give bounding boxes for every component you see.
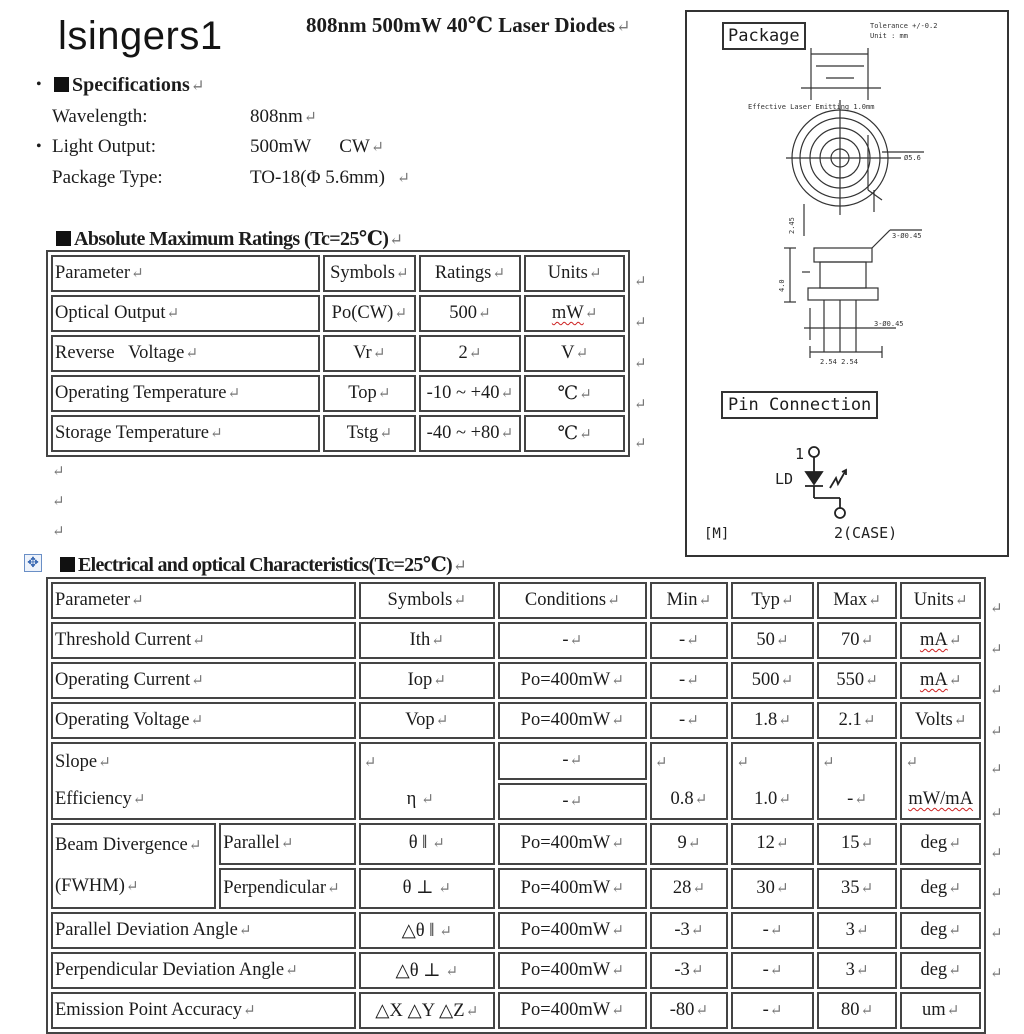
table-cell: 15↵ bbox=[817, 823, 898, 865]
table-cell: Po=400mW↵ bbox=[498, 823, 647, 865]
table-cell: -↵ bbox=[650, 702, 729, 739]
pin-one-label: 1 bbox=[795, 445, 805, 463]
table-cell: 9↵ bbox=[650, 823, 729, 865]
svg-text:3-Ø0.45: 3-Ø0.45 bbox=[874, 320, 904, 328]
svg-text:4.0: 4.0 bbox=[778, 279, 786, 292]
row-end-mark: ↵ bbox=[990, 886, 1003, 902]
table-cell: 500↵ bbox=[419, 295, 522, 332]
table-cell: Po=400mW↵ bbox=[498, 662, 647, 699]
table-cell: 2.1↵ bbox=[817, 702, 898, 739]
row-end-mark: ↵ bbox=[990, 601, 1003, 617]
tolerance-note: Tolerance +/-0.2 bbox=[870, 22, 938, 30]
header-cell: Max↵ bbox=[817, 582, 898, 619]
table-cell: 3↵ bbox=[817, 952, 898, 989]
header-cell: Min↵ bbox=[650, 582, 729, 619]
table-cell: Po(CW)↵ bbox=[323, 295, 415, 332]
emitting-note: Effective Laser Emitting 1.0mm bbox=[748, 103, 875, 111]
row-end-mark: ↵ bbox=[990, 724, 1003, 740]
row-end-mark: ↵ bbox=[634, 315, 647, 331]
row-end-mark: ↵ bbox=[990, 926, 1003, 942]
table-cell: Perpendicular↵ bbox=[219, 868, 355, 910]
row-end-mark: ↵ bbox=[634, 274, 647, 290]
table-row bbox=[51, 335, 625, 372]
table-cell: Po=400mW↵ bbox=[498, 912, 647, 949]
table-row bbox=[51, 952, 981, 989]
header-cell: Conditions↵ bbox=[498, 582, 647, 619]
table-cell: -↵ bbox=[498, 622, 647, 659]
list-bullet: • bbox=[36, 76, 42, 93]
table-cell: Volts↵ bbox=[900, 702, 981, 739]
row-end-mark: ↵ bbox=[990, 762, 1003, 778]
table-row bbox=[51, 662, 981, 699]
header-cell: Typ↵ bbox=[731, 582, 814, 619]
unit-note: Unit : mm bbox=[870, 32, 908, 40]
header-cell: Units↵ bbox=[524, 255, 625, 292]
table-row bbox=[51, 295, 625, 332]
table-cell: Optical Output↵ bbox=[51, 295, 320, 332]
spec-value: TO-18(Φ 5.6mm) ↵ bbox=[250, 167, 410, 188]
package-label: Package bbox=[722, 22, 806, 50]
table-cell: 12↵ bbox=[731, 823, 814, 865]
spec-value: 500mW CW↵ bbox=[250, 136, 384, 157]
table-cell: Parallel↵ bbox=[219, 823, 355, 865]
table-cell: -↵ bbox=[731, 952, 814, 989]
electrical-heading: Electrical and optical Characteristics(Tc=25℃)↵ bbox=[60, 552, 466, 577]
row-end-mark: ↵ bbox=[634, 356, 647, 372]
table-cell: Emission Point Accuracy↵ bbox=[51, 992, 356, 1029]
svg-text:2.54 2.54: 2.54 2.54 bbox=[820, 358, 858, 366]
table-header-row bbox=[51, 255, 625, 292]
spec-value: 808nm↵ bbox=[250, 106, 317, 127]
paragraph-mark: ↵ bbox=[52, 494, 65, 510]
table-cell: 50↵ bbox=[731, 622, 814, 659]
specifications-heading: Specifications↵ bbox=[54, 74, 205, 97]
pin-connection-label: Pin Connection bbox=[721, 391, 878, 419]
table-cell: Po=400mW↵ bbox=[498, 992, 647, 1029]
table-cell: deg↵ bbox=[900, 952, 981, 989]
watermark: lsingers1 bbox=[58, 14, 223, 58]
document-title: 808nm 500mW 40℃ Laser Diodes↵ bbox=[306, 13, 631, 37]
table-cell: Parallel Deviation Angle↵ bbox=[51, 912, 356, 949]
table-cell: -80↵ bbox=[650, 992, 729, 1029]
ld-label: LD bbox=[775, 470, 794, 488]
table-cell: Beam Divergence↵ (FWHM)↵ bbox=[51, 823, 216, 909]
header-cell: Symbols↵ bbox=[323, 255, 415, 292]
table-cell: mA↵ bbox=[900, 662, 981, 699]
paragraph-mark: ↵ bbox=[52, 464, 65, 480]
package-outline-drawing bbox=[686, 40, 1004, 390]
header-cell: Ratings↵ bbox=[419, 255, 522, 292]
table-cell: Po=400mW↵ bbox=[498, 702, 647, 739]
spec-label: Light Output: bbox=[52, 136, 156, 157]
table-cell: -↵ bbox=[731, 992, 814, 1029]
table-cell: Storage Temperature↵ bbox=[51, 415, 320, 452]
table-cell: Vop↵ bbox=[359, 702, 495, 739]
table-cell: -↵ bbox=[650, 622, 729, 659]
electrical-table bbox=[46, 577, 986, 1034]
table-cell: -10 ~ +40↵ bbox=[419, 375, 522, 412]
table-row bbox=[51, 742, 981, 780]
table-cell: 3↵ bbox=[817, 912, 898, 949]
table-row bbox=[51, 992, 981, 1029]
table-cell: mA↵ bbox=[900, 622, 981, 659]
table-cell: 30↵ bbox=[731, 868, 814, 910]
table-cell: ↵ mW/mA bbox=[900, 742, 981, 820]
row-end-mark: ↵ bbox=[990, 806, 1003, 822]
row-end-mark: ↵ bbox=[634, 436, 647, 452]
table-move-handle[interactable]: ✥ bbox=[24, 554, 42, 572]
paragraph-mark: ↵ bbox=[52, 524, 65, 540]
row-end-mark: ↵ bbox=[990, 683, 1003, 699]
table-cell: Top↵ bbox=[323, 375, 415, 412]
table-cell: θ ‖ ↵ bbox=[359, 823, 495, 865]
table-cell: -3↵ bbox=[650, 952, 729, 989]
pin-note: [M] bbox=[704, 526, 730, 542]
table-row bbox=[51, 912, 981, 949]
table-cell: -↵ bbox=[498, 742, 647, 780]
table-cell: Slope↵ Efficiency↵ bbox=[51, 742, 356, 820]
abs-max-table bbox=[46, 250, 630, 457]
table-cell: 550↵ bbox=[817, 662, 898, 699]
table-cell: Perpendicular Deviation Angle↵ bbox=[51, 952, 356, 989]
table-cell: △X △Y △Z↵ bbox=[359, 992, 495, 1029]
header-cell: Symbols↵ bbox=[359, 582, 495, 619]
list-bullet: • bbox=[36, 138, 42, 155]
table-cell: deg↵ bbox=[900, 823, 981, 865]
table-cell: 1.8↵ bbox=[731, 702, 814, 739]
table-cell: V↵ bbox=[524, 335, 625, 372]
table-row bbox=[51, 702, 981, 739]
table-cell: Reverse Voltage↵ bbox=[51, 335, 320, 372]
spec-label: Wavelength: bbox=[52, 106, 148, 127]
table-cell: △θ ‖ ↵ bbox=[359, 912, 495, 949]
table-cell: Operating Temperature↵ bbox=[51, 375, 320, 412]
table-cell: um↵ bbox=[900, 992, 981, 1029]
header-cell: Parameter↵ bbox=[51, 255, 320, 292]
table-cell: θ ⊥ ↵ bbox=[359, 868, 495, 910]
table-cell: Tstg↵ bbox=[323, 415, 415, 452]
table-cell: 28↵ bbox=[650, 868, 729, 910]
table-cell: -↵ bbox=[650, 662, 729, 699]
table-cell: -↵ bbox=[731, 912, 814, 949]
row-end-mark: ↵ bbox=[990, 642, 1003, 658]
svg-text:3-Ø0.45: 3-Ø0.45 bbox=[892, 232, 922, 240]
table-cell: 80↵ bbox=[817, 992, 898, 1029]
table-cell: Po=400mW↵ bbox=[498, 952, 647, 989]
table-cell: Threshold Current↵ bbox=[51, 622, 356, 659]
table-cell: ↵ 1.0↵ bbox=[731, 742, 814, 820]
table-cell: Iop↵ bbox=[359, 662, 495, 699]
table-row bbox=[51, 622, 981, 659]
table-cell: 500↵ bbox=[731, 662, 814, 699]
table-cell: mW↵ bbox=[524, 295, 625, 332]
table-cell: Vr↵ bbox=[323, 335, 415, 372]
table-cell: -↵ bbox=[498, 783, 647, 821]
header-cell: Parameter↵ bbox=[51, 582, 356, 619]
table-cell: ↵ -↵ bbox=[817, 742, 898, 820]
table-cell: 70↵ bbox=[817, 622, 898, 659]
table-cell: 35↵ bbox=[817, 868, 898, 910]
table-cell: 2↵ bbox=[419, 335, 522, 372]
table-cell: -3↵ bbox=[650, 912, 729, 949]
table-cell: -40 ~ +80↵ bbox=[419, 415, 522, 452]
table-cell: Ith↵ bbox=[359, 622, 495, 659]
header-cell: Units↵ bbox=[900, 582, 981, 619]
table-cell: deg↵ bbox=[900, 912, 981, 949]
table-row bbox=[51, 823, 981, 865]
abs-max-heading: Absolute Maximum Ratings (Tc=25℃)↵ bbox=[56, 226, 402, 251]
table-cell: ↵ η ↵ bbox=[359, 742, 495, 820]
table-cell: ℃↵ bbox=[524, 415, 625, 452]
row-end-mark: ↵ bbox=[634, 397, 647, 413]
spec-label: Package Type: bbox=[52, 167, 163, 188]
table-row bbox=[51, 375, 625, 412]
svg-text:Ø5.6: Ø5.6 bbox=[904, 154, 921, 162]
table-cell: ℃↵ bbox=[524, 375, 625, 412]
table-cell: deg↵ bbox=[900, 868, 981, 910]
table-cell: △θ ⊥ ↵ bbox=[359, 952, 495, 989]
table-header-row bbox=[51, 582, 981, 619]
table-cell: Operating Current↵ bbox=[51, 662, 356, 699]
table-row bbox=[51, 415, 625, 452]
table-cell: Po=400mW↵ bbox=[498, 868, 647, 910]
table-cell: Operating Voltage↵ bbox=[51, 702, 356, 739]
svg-text:2.45: 2.45 bbox=[788, 217, 796, 234]
pin-case-label: 2(CASE) bbox=[834, 524, 898, 542]
row-end-mark: ↵ bbox=[990, 846, 1003, 862]
row-end-mark: ↵ bbox=[990, 966, 1003, 982]
table-cell: ↵ 0.8↵ bbox=[650, 742, 729, 820]
